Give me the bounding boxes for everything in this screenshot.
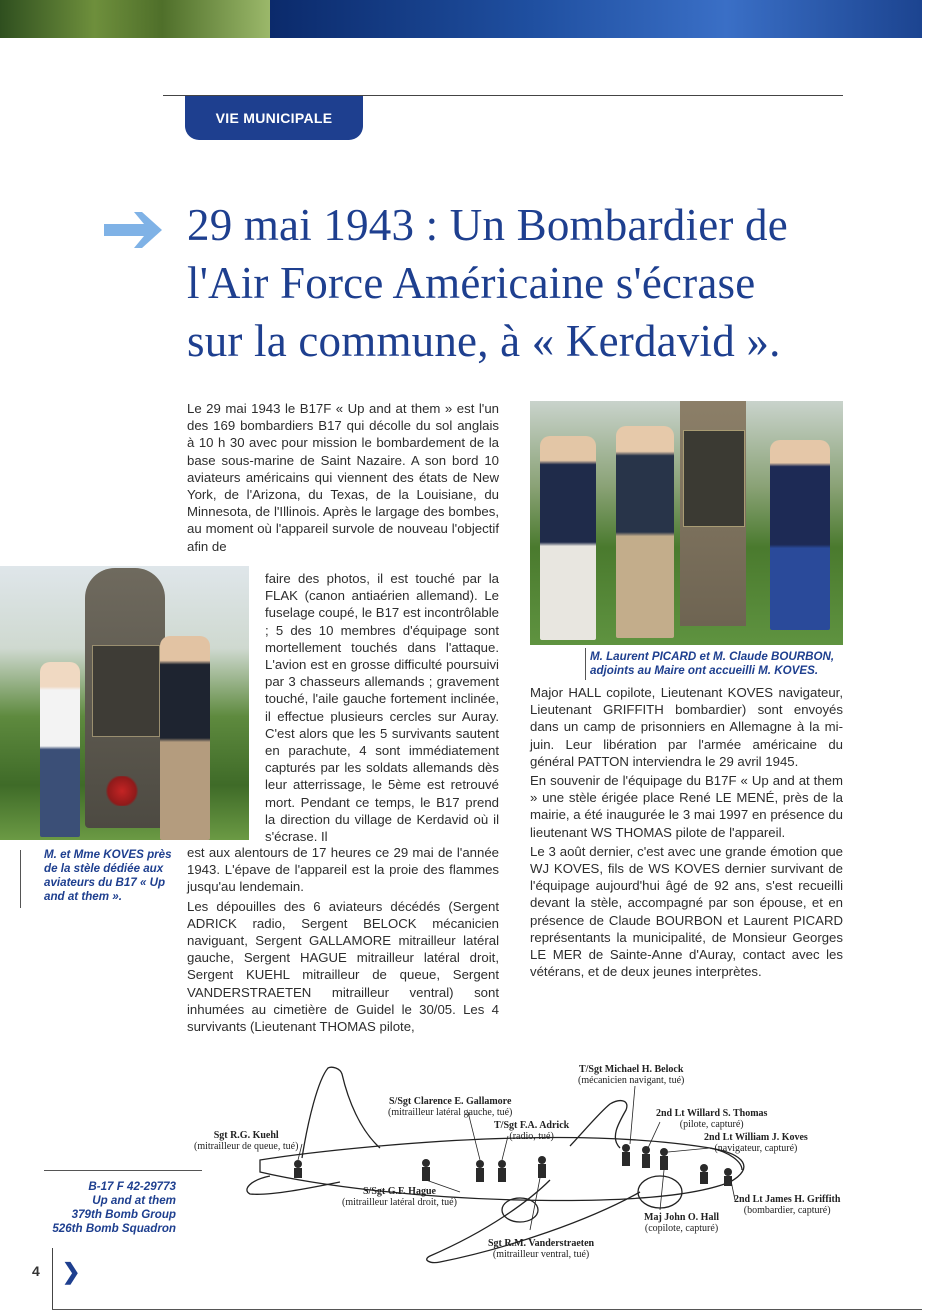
crew-name: 2nd Lt William J. Koves (704, 1132, 808, 1143)
paragraph: Le 3 août dernier, c'est avec une grande émotion que WJ KOVES, fils de WS KOVES dernier survivant de l'équipage aujourd'hui âgé de 92 ans, s'est recueilli devant la stèle, accompagné par son épouse, et en présence de Claude BOURBON et Laurent PICARD représentants la municipalité, de Monsieur Georges LE MER de Sainte-Anne d'Auray, contact avec les vétérans, et de deux jeunes interprètes. (530, 843, 843, 980)
crew-name: T/Sgt Michael H. Belock (578, 1064, 684, 1075)
article-title (187, 196, 867, 370)
header-banner (0, 0, 922, 38)
chevron-right-icon[interactable]: ❯ (62, 1259, 81, 1284)
caption-rule (20, 850, 21, 908)
paragraph: Les dépouilles des 6 aviateurs décédés (Sergent ADRICK radio, Sergent BELOCK mécanicien naviguant, Sergent GALLAMORE mitrailleur latéral gauche, Sergent HAGUE mitrailleur latéral droit, Sergent KUEHL mitrailleur de queue, Sergent VANDERSTRAETEN mitrailleur ventral) sont inhumées au cimetière de Guidel le 30/05. Les 4 survivants (Lieutenant THOMAS pilote, (187, 898, 499, 1035)
flowers (104, 776, 140, 806)
crew-role: (radio, tué) (509, 1131, 554, 1142)
crew-name: Sgt R.M. Vanderstraeten (488, 1238, 595, 1249)
arrow-right-icon (104, 208, 166, 252)
plane-caption-line: Up and at them (92, 1194, 176, 1207)
plane-caption-line: 379th Bomb Group (71, 1208, 176, 1221)
crew-name: Maj John O. Hall (644, 1212, 720, 1223)
title-line-3: sur la commune, à « Kerdavid ». (187, 316, 781, 366)
b17-crew-diagram (190, 1060, 855, 1265)
photo-right-caption: M. Laurent PICARD et M. Claude BOURBON, adjoints au Maire ont accueilli M. KOVES. (590, 650, 835, 677)
paragraph: faire des photos, il est touché par la FLAK (canon antiaérien allemand). Le fuselage coupé, le B17 est incontrôlable ; 5 des 10 membres d'équipage sont mortellement touchés dans l'attaque. L'avion est en grosse difficulté poursuivi par 3 chasseurs allemands ; gravement touché, l'aile gauche fortement inclinée, il effectue plusieurs cercles sur Auray. C'est alors que les 5 survivants sautent en parachute, 4 sont immédiatement capturés par les soldats allemands dès leur atterrissage, le 5ème est retrouvé mort. Pendant ce temps, le B17 prend la direction du village de Kerdavid où il s'écrase. Il (265, 571, 499, 845)
crew-name: 2nd Lt James H. Griffith (734, 1194, 841, 1205)
crew-role: (bombardier, capturé) (743, 1205, 831, 1216)
crew-label (194, 1130, 298, 1152)
crew-label (388, 1096, 512, 1118)
caption-rule (585, 648, 586, 680)
article-col1-mid (265, 570, 499, 847)
person-man (616, 426, 674, 638)
crew-label (494, 1120, 569, 1142)
crew-name: Sgt R.G. Kuehl (213, 1130, 279, 1141)
stele-plaque (92, 645, 160, 737)
article-col1-bottom (187, 844, 499, 1037)
paragraph: Le 29 mai 1943 le B17F « Up and at them » est l'un des 169 bombardiers B17 qui décolle du sol anglais à 10 h 30 avec pour mission le bombardement de la base sous-marine de Saint Nazaire. A son bord 10 aviateurs américains qui viennent des états de New York, de l'Arizona, du Texas, de la Louisiane, du Minnesota, de l'Illinois. Après le largage des bombes, au moment où l'appareil survole de nouveau l'objectif afin de (187, 401, 499, 554)
crew-label (704, 1132, 808, 1154)
stele-plaque (683, 430, 745, 527)
paragraph: est aux alentours de 17 heures ce 29 mai de l'année 1943. L'épave de l'appareil est la proie des flammes jusqu'au lendemain. (187, 845, 499, 895)
photo-left-caption: M. et Mme KOVES près de la stèle dédiée aux aviateurs du B17 « Up and at them ». (44, 848, 172, 903)
crew-role: (copilote, capturé) (644, 1223, 719, 1234)
plane-caption (40, 1180, 176, 1236)
article-col2 (530, 684, 843, 982)
crew-role: (mitrailleur latéral droit, tué) (342, 1197, 457, 1208)
paragraph: En souvenir de l'équipage du B17F « Up and at them » une stèle érigée place René LE MENÉ, près de la mairie, a été inaugurée le 3 mai 1997 en présence du lieutenant WS THOMAS pilote de l'appareil. (530, 773, 843, 840)
crew-label (342, 1186, 457, 1208)
crew-role: (mitrailleur ventral, tué) (492, 1249, 590, 1260)
plane-caption-line: B-17 F 42-29773 (88, 1180, 176, 1193)
person-man (540, 436, 596, 640)
title-line-2: l'Air Force Américaine s'écrase (187, 258, 756, 308)
crew-name: S/Sgt Clarence E. Gallamore (388, 1096, 512, 1107)
crew-label (734, 1194, 840, 1216)
crew-role: (navigateur, capturé) (714, 1143, 798, 1154)
crew-name: S/Sgt G.F. Hague (362, 1186, 436, 1197)
crew-role: (mitrailleur de queue, tué) (194, 1141, 299, 1152)
banner-photo-trees (0, 0, 270, 38)
section-tag: VIE MUNICIPALE (185, 96, 363, 140)
title-line-1: 29 mai 1943 : Un Bombardier de (187, 200, 788, 250)
crew-name: 2nd Lt Willard S. Thomas (656, 1108, 768, 1119)
person-man (770, 440, 830, 630)
footer-divider (52, 1248, 53, 1310)
crew-label (644, 1212, 719, 1234)
crew-role: (pilote, capturé) (679, 1119, 744, 1130)
paragraph: Major HALL copilote, Lieutenant KOVES navigateur, Lieutenant GRIFFITH bombardier) sont envoyés dans un camp de prisonniers en Allemagne à la mi-juin. Leur libération par l'armée américaine du général PATTON interviendra le 29 avril 1945. (530, 685, 843, 769)
crew-name: T/Sgt F.A. Adrick (494, 1120, 570, 1131)
crew-role: (mécanicien navigant, tué) (578, 1075, 685, 1086)
footer-rule (52, 1309, 922, 1310)
banner-photo-water (270, 0, 922, 38)
person-woman (40, 662, 80, 837)
crew-label (656, 1108, 767, 1130)
crew-label (578, 1064, 684, 1086)
caption-rule (44, 1170, 202, 1171)
crew-role: (mitrailleur latéral gauche, tué) (388, 1107, 513, 1118)
plane-caption-line: 526th Bomb Squadron (52, 1222, 176, 1235)
page-number: 4 (32, 1263, 40, 1279)
crew-label (488, 1238, 594, 1260)
person-man (160, 636, 210, 840)
article-col1-top (187, 400, 499, 557)
